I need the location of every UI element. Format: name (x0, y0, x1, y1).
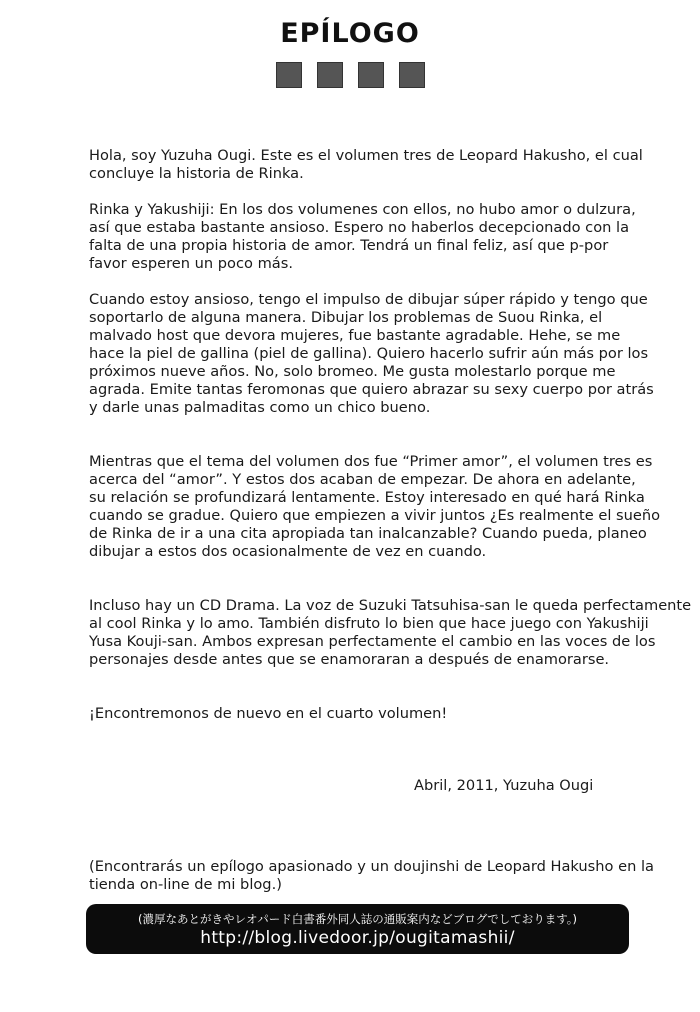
paragraph-6 (89, 705, 649, 723)
square-icon (358, 62, 384, 88)
text-line: así que estaba bastante ansioso. Espero no haberlos decepcionado con la (89, 219, 630, 236)
paragraph-4 (89, 453, 661, 561)
text-line: favor esperen un poco más. (89, 255, 293, 272)
text-line: su relación se profundizará lentamente. Estoy interesado en qué hará Rinka (89, 489, 645, 506)
text-line: Cuando estoy ansioso, tengo el impulso de dibujar súper rápido y tengo que (89, 291, 648, 308)
text-line: al cool Rinka y lo amo. También disfruto lo bien que hace juego con Yakushiji (89, 615, 649, 632)
signature: Abril, 2011, Yuzuha Ougi (414, 777, 594, 794)
text-line: soportarlo de alguna manera. Dibujar los problemas de Suou Rinka, el (89, 309, 603, 326)
text-line: tienda on-line de mi blog.) (89, 876, 282, 893)
square-icon (276, 62, 302, 88)
text-line: próximos nueve años. No, solo bromeo. Me gusta molestarlo porque me (89, 363, 616, 380)
text-line: agrada. Emite tantas feromonas que quiero abrazar su sexy cuerpo por atrás (89, 381, 654, 398)
text-line: hace la piel de gallina (piel de gallina). Quiero hacerlo sufrir aún más por los (89, 345, 649, 362)
text-line: concluye la historia de Rinka. (89, 165, 304, 182)
text-line: de Rinka de ir a una cita apropiada tan inalcanzable? Cuando pueda, planeo (89, 525, 647, 542)
text-line: cuando se gradue. Quiero que empiezen a vivir juntos ¿Es realmente el sueño (89, 507, 661, 524)
decorative-squares (0, 62, 700, 88)
paragraph-1 (89, 147, 649, 183)
banner-japanese-text: (濃厚なあとがきやレオパード白書番外同人誌の通販案内などブログでしております。) (137, 912, 578, 926)
blog-banner (86, 904, 629, 954)
square-icon (317, 62, 343, 88)
text-line: malvado host que devora mujeres, fue bastante agradable. Hehe, se me (89, 327, 621, 344)
square-icon (399, 62, 425, 88)
footnote (89, 858, 654, 894)
text-line: Hola, soy Yuzuha Ougi. Este es el volumen tres de Leopard Hakusho, el cual (89, 147, 643, 164)
text-line: acerca del “amor”. Y estos dos acaban de empezar. De ahora en adelante, (89, 471, 636, 488)
text-line: falta de una propia historia de amor. Tendrá un final feliz, así que p-por (89, 237, 609, 254)
text-line: y darle unas palmaditas como un chico bueno. (89, 399, 431, 416)
blog-url-link[interactable]: http://blog.livedoor.jp/ougitamashii/ (200, 928, 515, 948)
text-line: Incluso hay un CD Drama. La voz de Suzuki Tatsuhisa-san le queda perfectamente (89, 597, 692, 614)
page-title: EPÍLOGO (280, 18, 420, 49)
text-line: dibujar a estos dos ocasionalmente de vez en cuando. (89, 543, 487, 560)
paragraph-3 (89, 291, 654, 417)
text-line: Rinka y Yakushiji: En los dos volumenes con ellos, no hubo amor o dulzura, (89, 201, 636, 218)
paragraph-5 (89, 597, 692, 669)
paragraph-2 (89, 201, 649, 273)
text-line: personajes desde antes que se enamoraran a después de enamorarse. (89, 651, 610, 668)
text-line: Mientras que el tema del volumen dos fue “Primer amor”, el volumen tres es (89, 453, 653, 470)
text-line: ¡Encontremonos de nuevo en el cuarto volumen! (89, 705, 448, 722)
text-line: (Encontrarás un epílogo apasionado y un doujinshi de Leopard Hakusho en la (89, 858, 654, 875)
text-line: Yusa Kouji-san. Ambos expresan perfectamente el cambio en las voces de los (89, 633, 656, 650)
